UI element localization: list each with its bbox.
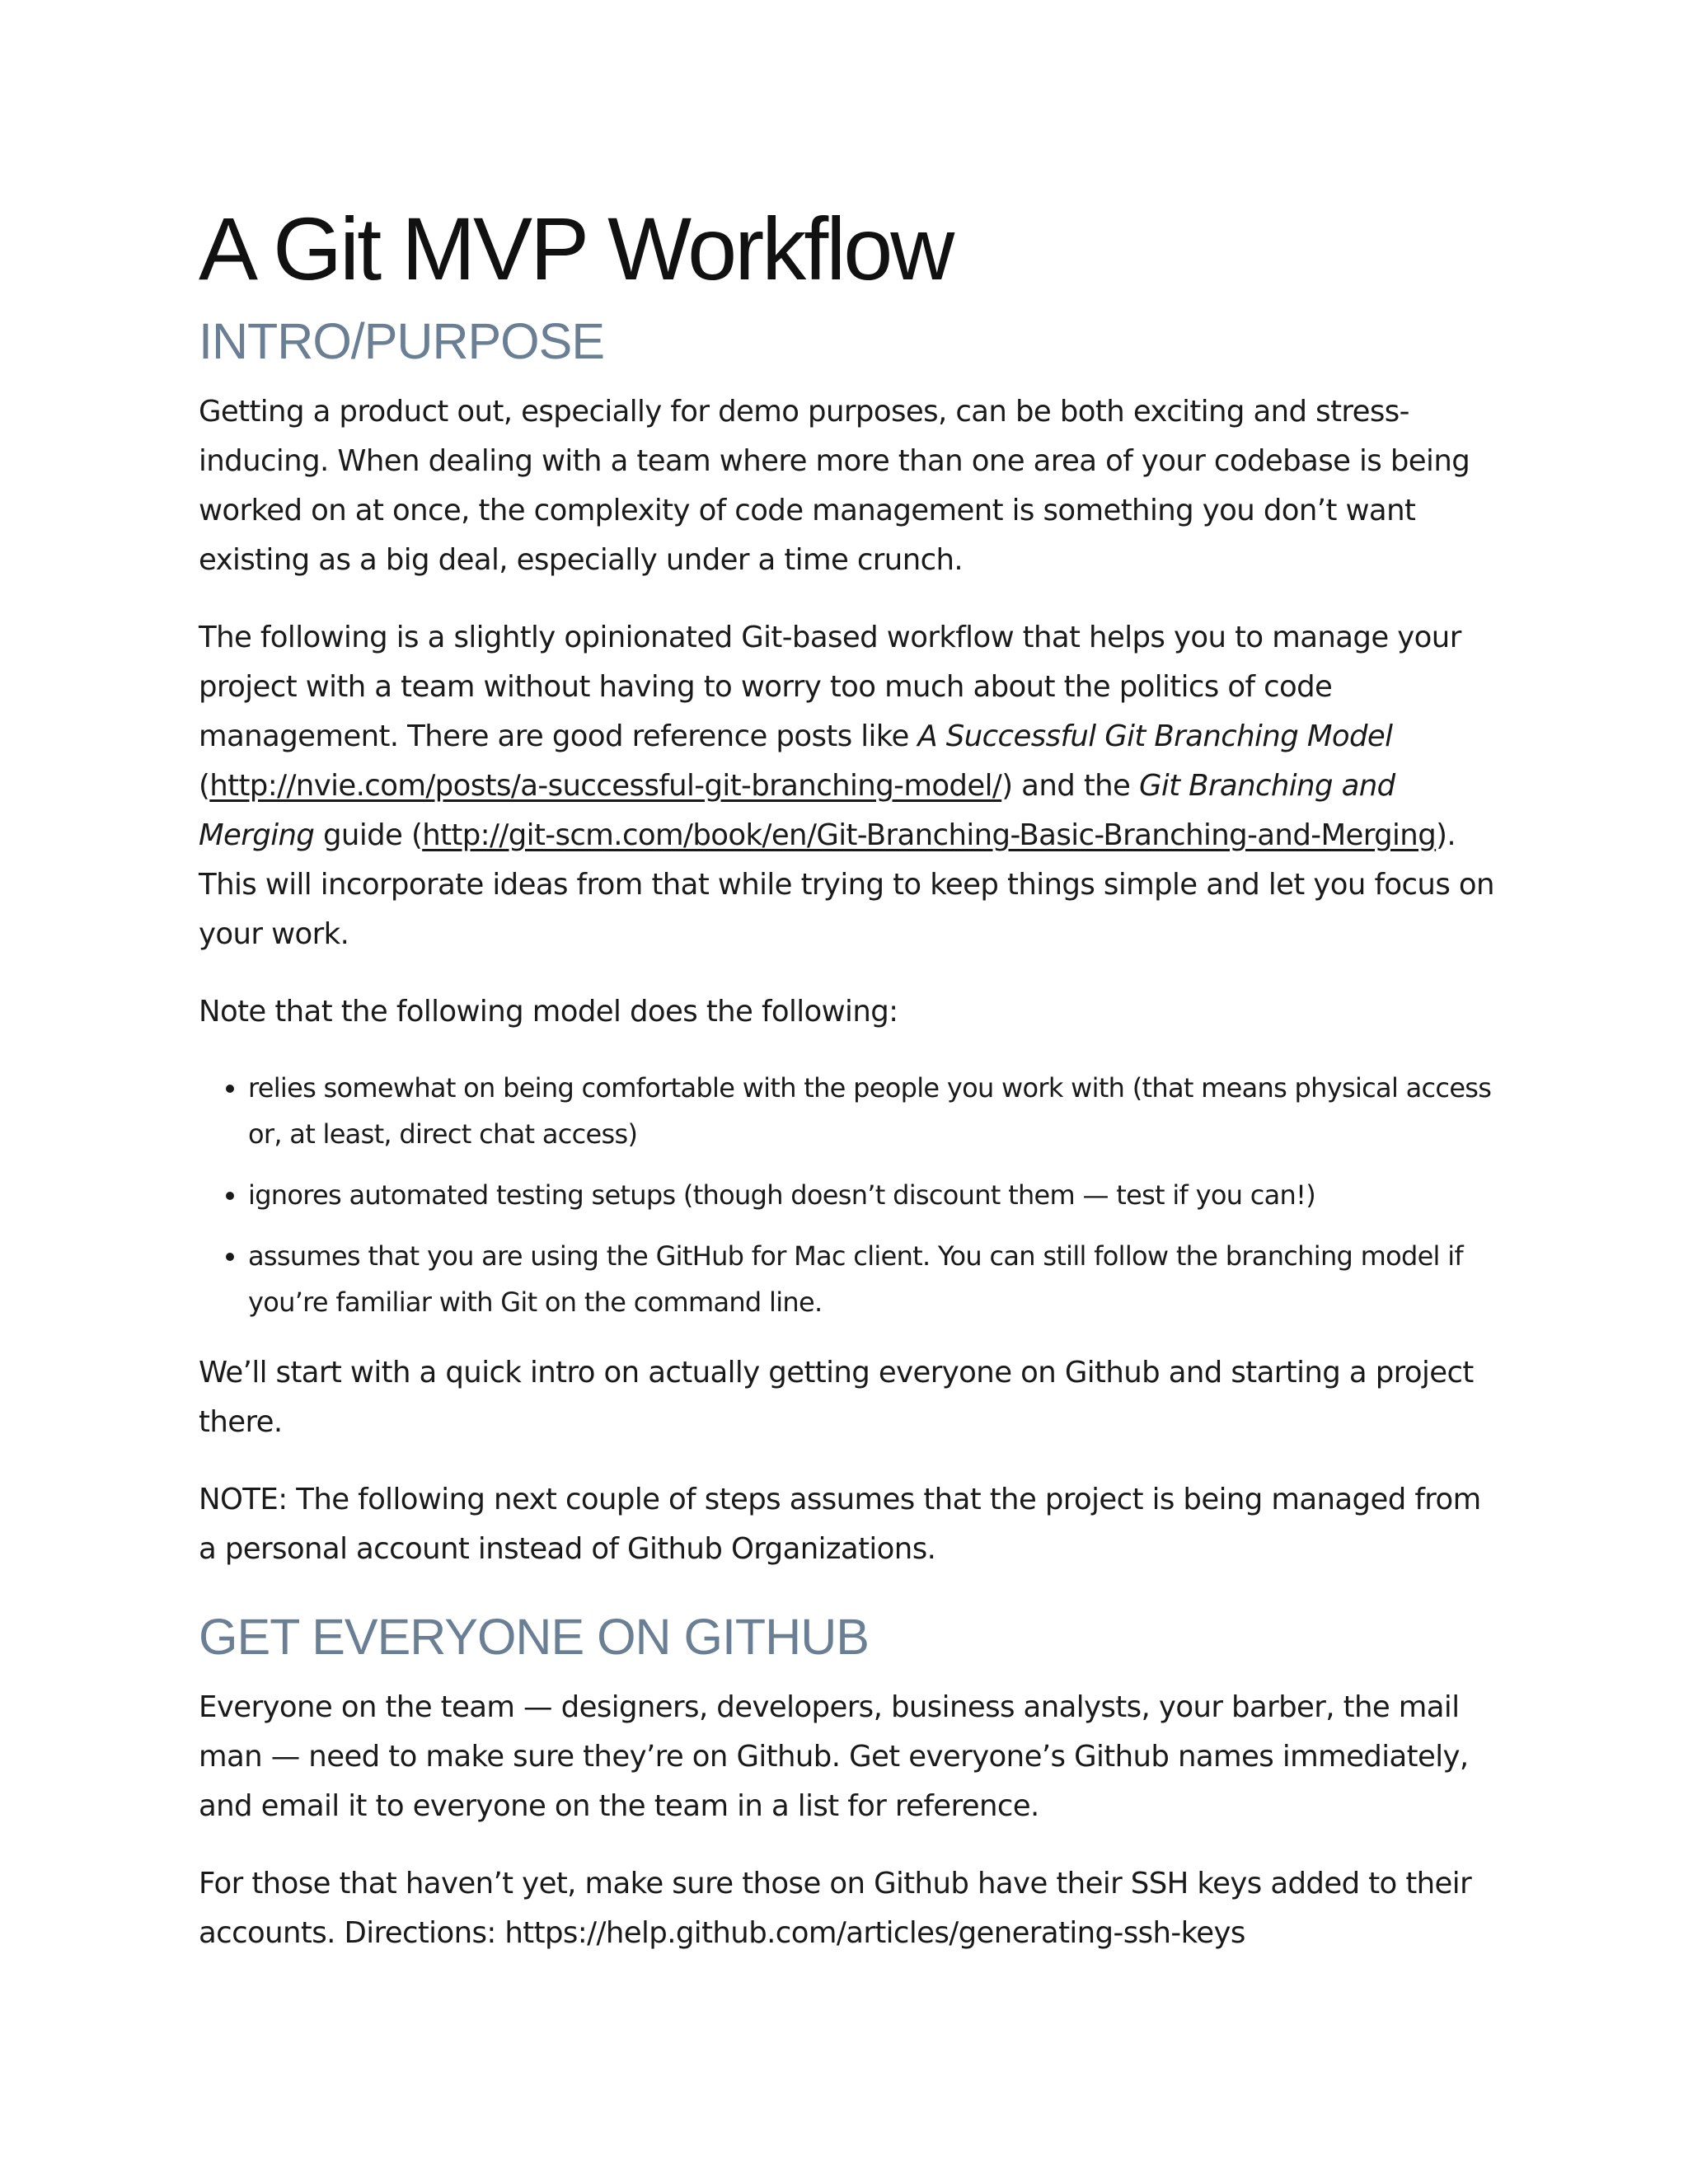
github-paragraph-2: For those that haven’t yet, make sure those on Github have their SSH keys added to their accounts. Directions: https://help.github.com/articles/generating-ssh-keys <box>199 1867 1472 1950</box>
document-title: A Git MVP Workflow <box>199 199 953 298</box>
section-heading-intro: INTRO/PURPOSE <box>199 313 605 369</box>
list-item: • relies somewhat on being comfortable with the people you work with (that means physical access or, at least, direct chat access) <box>248 1065 1501 1157</box>
intro-paragraph-3: Note that the following model does the following: <box>199 995 898 1029</box>
text-segment: ). This will incorporate ideas from that while trying to keep things simple and let you focus on your work. <box>199 818 1494 951</box>
link-nvie-branching-model[interactable]: http://nvie.com/posts/a-successful-git-branching-model/ <box>209 769 1002 803</box>
list-item: • assumes that you are using the GitHub for Mac client. You can still follow the branching model if you’re familiar with Git on the command line. <box>248 1233 1501 1325</box>
text-segment: ) and the <box>1001 769 1139 803</box>
intro-note-paragraph: NOTE: The following next couple of steps assumes that the project is being managed from a personal account instead of Github Organizations. <box>199 1483 1481 1566</box>
link-git-scm-branching[interactable]: http://git-scm.com/book/en/Git-Branching-Basic-Branching-and-Merging <box>422 818 1437 852</box>
intro-paragraph-2 <box>199 613 1501 959</box>
model-notes-list <box>199 1065 1501 1325</box>
text-segment: ( <box>199 769 210 803</box>
document-page <box>199 191 1501 1986</box>
intro-paragraph-4: We’ll start with a quick intro on actually getting everyone on Github and starting a project there. <box>199 1356 1474 1439</box>
reference-title-branching-merging: Git Branching and Merging <box>199 769 1395 852</box>
github-paragraph-1: Everyone on the team — designers, developers, business analysts, your barber, the mail man — need to make sure they’re on Github. Get everyone’s Github names immediately, and email it to everyone on the team in a list for reference. <box>199 1690 1469 1823</box>
list-item: • ignores automated testing setups (though doesn’t discount them — test if you can!) <box>248 1172 1501 1218</box>
intro-paragraph-1: Getting a product out, especially for demo purposes, can be both exciting and stress-inducing. When dealing with a team where more than one area of your codebase is being worked on at once, the complexity of code management is something you don’t want existing as a big deal, especially under a time crunch. <box>199 395 1470 577</box>
section-heading-get-everyone-on-github: GET EVERYONE ON GITHUB <box>199 1609 869 1665</box>
text-segment: guide ( <box>314 818 423 852</box>
reference-title-branching-model: A Successful Git Branching Model <box>917 719 1393 753</box>
text-segment: The following is a slightly opinionated Git-based workflow that helps you to manage your project with a team without having to worry too much about the politics of code management. There are good reference posts like <box>199 621 1461 753</box>
